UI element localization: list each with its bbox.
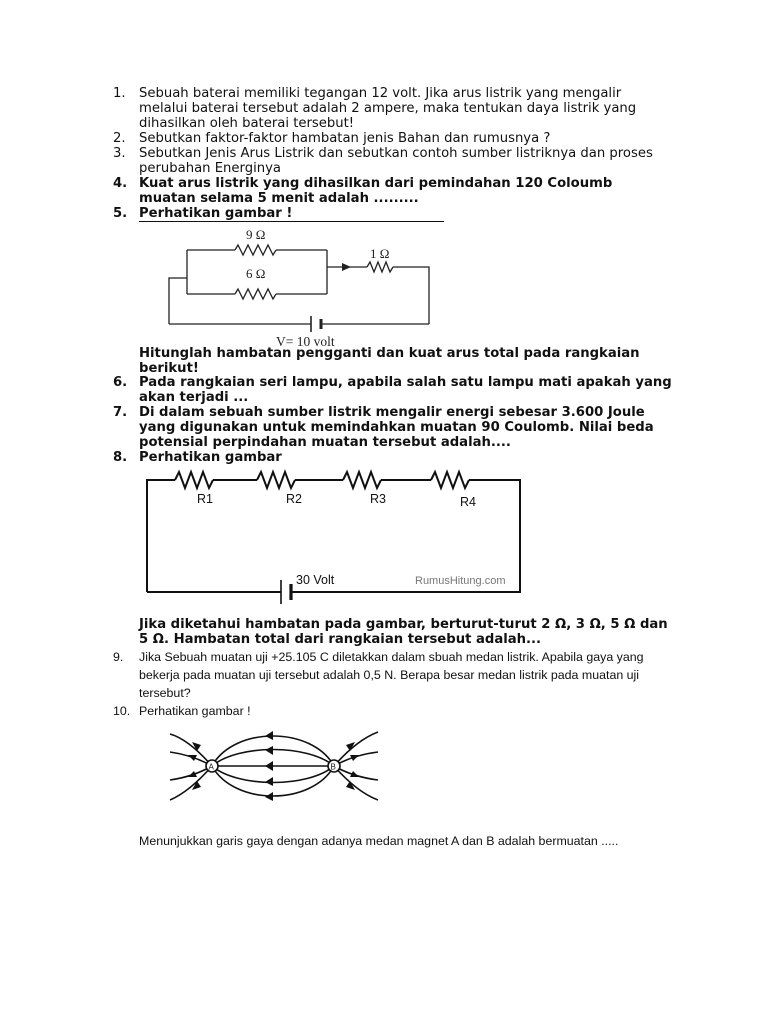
voltage-label: V= 10 volt	[276, 334, 335, 349]
resistor-label-r1: R1	[197, 492, 213, 506]
question-number: 5.	[113, 206, 128, 221]
question-number: 1.	[113, 86, 126, 101]
question-number: 4.	[113, 176, 128, 191]
question-number: 10.	[113, 704, 131, 718]
resistor-label-r2: R2	[286, 492, 302, 506]
voltage-label: 30 Volt	[296, 573, 335, 587]
parallel-circuit-diagram	[139, 222, 445, 350]
question-text: Sebutkan faktor-faktor hambatan jenis Bahan dan rumusnya ?	[139, 131, 551, 146]
question-5-caption: Hitunglah hambatan pengganti dan kuat arus total pada rangkaian berikut!	[139, 346, 640, 376]
charge-a-label: A	[208, 762, 214, 772]
electric-field-lines-diagram	[168, 720, 382, 816]
question-text: Perhatikan gambar !	[139, 704, 251, 718]
charge-b-label: B	[330, 762, 336, 772]
question-number: 6.	[113, 375, 128, 390]
question-8-caption: Jika diketahui hambatan pada gambar, berturut-turut 2 Ω, 3 Ω, 5 Ω dan 5 Ω. Hambatan total dari rangkaian tersebut adalah...	[139, 617, 668, 647]
resistor-label-1-ohm: 1 Ω	[370, 246, 390, 261]
question-text: Sebuah baterai memiliki tegangan 12 volt. Jika arus listrik yang mengalir melalui baterai tersebut adalah 2 ampere, maka tentukan daya listrik yang dihasilkan oleh baterai tersebut!	[139, 86, 637, 131]
resistor-label-9-ohm: 9 Ω	[246, 227, 266, 242]
question-number: 7.	[113, 405, 128, 420]
question-text: Di dalam sebuah sumber listrik mengalir energi sebesar 3.600 Joule yang digunakan untuk memindahkan muatan 90 Coulomb. Nilai beda potensial perpindahan muatan tersebut adalah....	[139, 405, 654, 450]
resistor-label-r4: R4	[460, 495, 476, 509]
question-10-caption: Menunjukkan garis gaya dengan adanya medan magnet A dan B adalah bermuatan .....	[139, 834, 619, 848]
resistor-label-r3: R3	[370, 492, 386, 506]
question-text: Pada rangkaian seri lampu, apabila salah satu lampu mati apakah yang akan terjadi ...	[139, 375, 672, 405]
question-text: Perhatikan gambar	[139, 450, 282, 465]
series-circuit-diagram	[139, 466, 525, 604]
question-number: 3.	[113, 146, 126, 161]
question-text: Perhatikan gambar !	[139, 206, 293, 221]
question-text: Kuat arus listrik yang dihasilkan dari pemindahan 120 Coloumb muatan selama 5 menit adalah .........	[139, 176, 613, 206]
question-text: Sebutkan Jenis Arus Listrik dan sebutkan contoh sumber listriknya dan proses perubahan Energinya	[139, 146, 653, 176]
resistor-label-6-ohm: 6 Ω	[246, 266, 266, 281]
question-number: 2.	[113, 131, 126, 146]
question-text: Jika Sebuah muatan uji +25.105 C diletakkan dalam sbuah medan listrik. Apabila gaya yang bekerja pada muatan uji tersebut adalah 0,5 N. Berapa besar medan listrik pada muatan uji tersebut?	[139, 650, 644, 700]
watermark-text: RumusHitung.com	[415, 575, 506, 587]
question-number: 9.	[113, 650, 124, 664]
question-number: 8.	[113, 450, 128, 465]
